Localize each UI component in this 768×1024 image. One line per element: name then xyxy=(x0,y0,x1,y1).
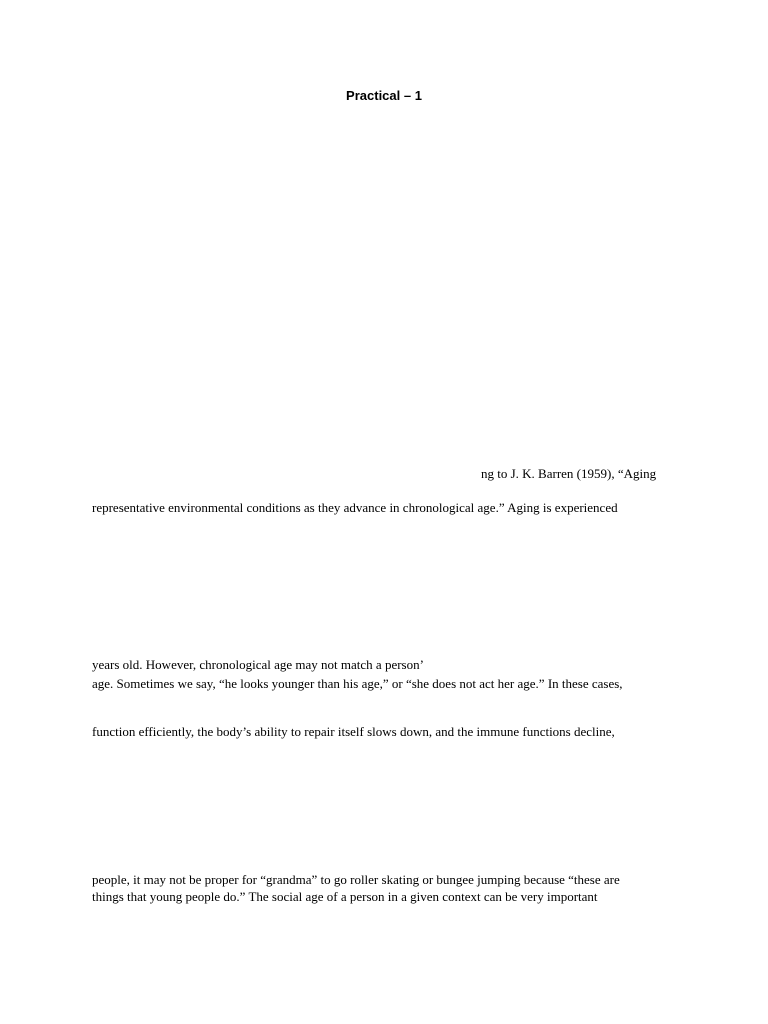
text-line: things that young people do.” The social age of a person in a given context can be very important xyxy=(92,889,598,904)
text-line: age. Sometimes we say, “he looks younger than his age,” or “she does not act her age.” In these cases, xyxy=(92,676,623,691)
text-line: people, it may not be proper for “grandma” to go roller skating or bungee jumping because “these are xyxy=(92,872,620,887)
text-line: years old. However, chronological age may not match a person’ xyxy=(92,657,424,672)
text-line: representative environmental conditions as they advance in chronological age.” Aging is experienced xyxy=(92,500,618,515)
page-title: Practical – 1 xyxy=(346,88,422,103)
text-line: function efficiently, the body’s ability to repair itself slows down, and the immune functions decline, xyxy=(92,724,615,739)
text-line: ng to J. K. Barren (1959), “Aging xyxy=(481,466,657,481)
